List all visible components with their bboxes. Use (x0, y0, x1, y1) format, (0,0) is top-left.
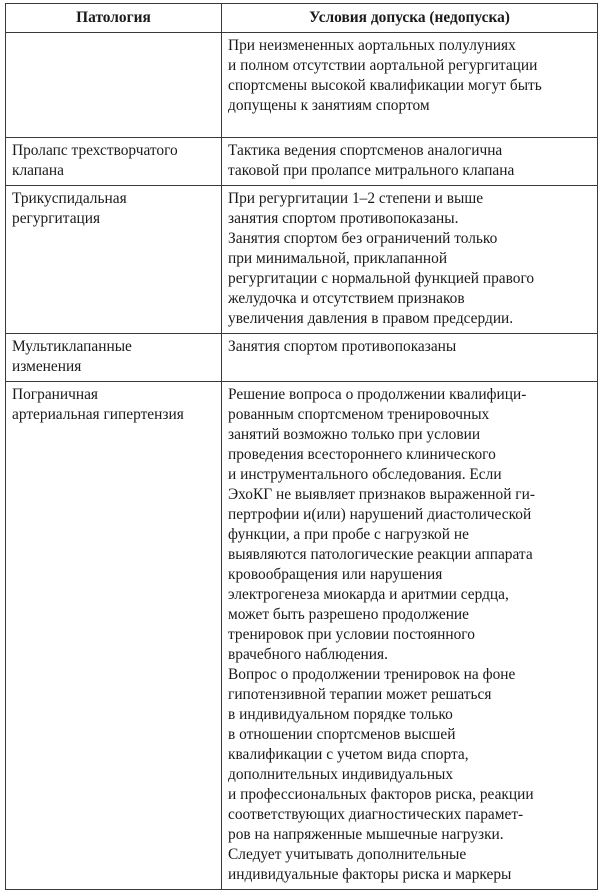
conditions-line: Решение вопроса о продолжении квалифици- (228, 386, 527, 403)
header-pathology: Патология (6, 4, 222, 33)
pathology-line: Пролапс трехстворчатого (12, 142, 178, 159)
conditions-line: тренировок при условии постоянного (228, 626, 475, 643)
conditions-cell (222, 186, 598, 334)
conditions-line: соответствующих диагностических парамет- (228, 806, 524, 823)
conditions-line: При регургитации 1–2 степени и выше (228, 190, 484, 207)
conditions-cell (222, 334, 598, 382)
table-row (6, 33, 598, 138)
conditions-line: и профессиональных факторов риска, реакции (228, 786, 534, 803)
conditions-line: При неизмененных аортальных полулуниях (228, 37, 516, 54)
conditions-line: кровообращения или нарушения (228, 566, 443, 583)
conditions-line: индивидуальные факторы риска и маркеры (228, 866, 512, 883)
pathology-cell (6, 33, 222, 138)
pathology-line: Пограничная (12, 386, 99, 403)
conditions-line: может быть разрешено продолжение (228, 606, 469, 623)
table-body (6, 33, 598, 890)
pathology-cell (6, 138, 222, 186)
conditions-line: Следует учитывать дополнительные (228, 846, 467, 863)
conditions-line: электрогенеза миокарда и аритмии сердца, (228, 586, 509, 603)
pathology-line: Трикуспидальная (12, 190, 127, 207)
table-header-row (6, 4, 598, 33)
conditions-line: дополнительных индивидуальных (228, 766, 454, 783)
table-row (6, 186, 598, 334)
conditions-line: при минимальной, приклапанной (228, 250, 448, 267)
pathology-line: клапана (12, 162, 64, 179)
conditions-line: Занятия спортом без ограничений только (228, 230, 498, 247)
conditions-line: спортсмены высокой квалификации могут быть (228, 77, 542, 94)
conditions-line: рованным спортсменом тренировочных (228, 406, 490, 423)
conditions-line: выявляются патологические реакции аппарата (228, 546, 533, 563)
conditions-line: Занятия спортом противопоказаны (228, 338, 457, 355)
conditions-line: занятия спортом противопоказаны. (228, 210, 459, 227)
admission-table (5, 3, 598, 890)
conditions-line: увеличения давления в правом предсердии. (228, 310, 514, 327)
conditions-cell (222, 33, 598, 138)
table-row (6, 382, 598, 890)
pathology-cell (6, 334, 222, 382)
conditions-line: в индивидуальном порядке только (228, 706, 453, 723)
pathology-line: регургитация (12, 210, 101, 227)
table-row (6, 334, 598, 382)
conditions-line: регургитации с нормальной функцией правого (228, 270, 535, 287)
conditions-line: Тактика ведения спортсменов аналогична (228, 142, 503, 159)
conditions-cell (222, 138, 598, 186)
conditions-line: пертрофии и(или) нарушений диастолической (228, 506, 532, 523)
table-row (6, 138, 598, 186)
conditions-line: желудочка и отсутствием признаков (228, 290, 465, 307)
conditions-line: функции, а при пробе с нагрузкой не (228, 526, 469, 543)
header-conditions: Условия допуска (недопуска) (222, 4, 598, 33)
conditions-line: врачебного наблюдения. (228, 646, 388, 663)
conditions-line: и инструментального обследования. Если (228, 466, 502, 483)
conditions-line: и полном отсутствии аортальной регургитации (228, 57, 538, 74)
conditions-line: в отношении спортсменов высшей (228, 726, 456, 743)
conditions-line: занятий возможно только при условии (228, 426, 481, 443)
pathology-line: Мультиклапанные (12, 338, 132, 355)
pathology-line: артериальная гипертензия (12, 406, 184, 423)
conditions-line: ЭхоКГ не выявляет признаков выраженной ги- (228, 486, 535, 503)
pathology-line: изменения (12, 358, 82, 375)
conditions-line: проведения всестороннего клинического (228, 446, 496, 463)
conditions-line: допущены к занятиям спортом (228, 97, 430, 114)
conditions-line: гипотензивной терапии может решаться (228, 686, 492, 703)
pathology-cell (6, 382, 222, 890)
conditions-line: квалификации с учетом вида спорта, (228, 746, 469, 763)
conditions-line: таковой при пролапсе митрального клапана (228, 162, 515, 179)
conditions-line: Вопрос о продолжении тренировок на фоне (228, 666, 516, 683)
conditions-cell (222, 382, 598, 890)
conditions-line: ров на напряженные мышечные нагрузки. (228, 826, 504, 843)
pathology-cell (6, 186, 222, 334)
